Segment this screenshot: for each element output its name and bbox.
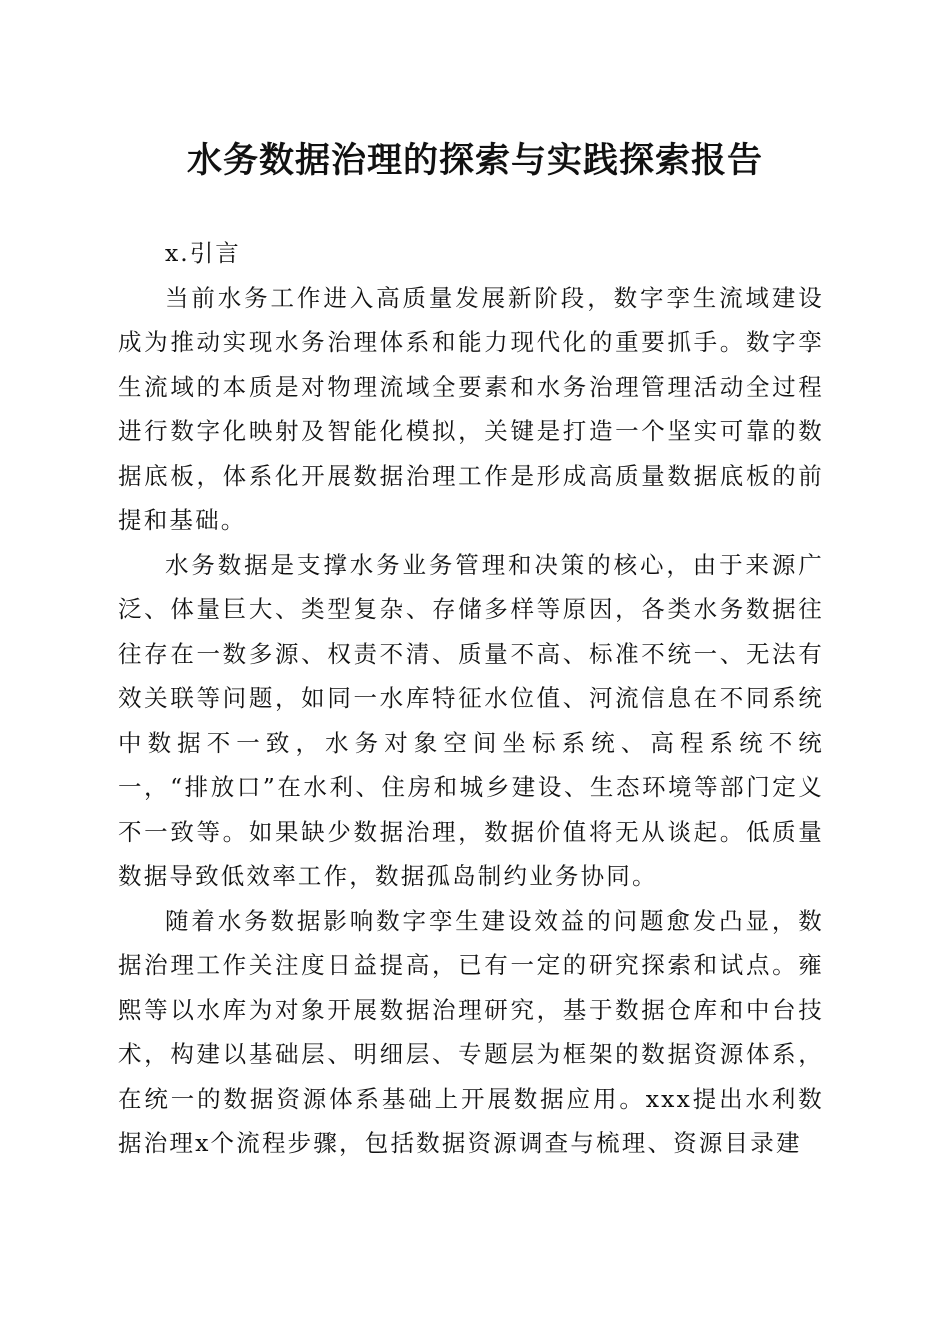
paragraph-2: 水务数据是支撑水务业务管理和决策的核心，由于来源广泛、体量巨大、类型复杂、存储多样等原因，各类水务数据往往存在一数多源、权责不清、质量不高、标准不统一、无法有效关联等问题，如同一水库特征水位值、河流信息在不同系统中数据不一致，水务对象空间坐标系统、高程系统不统一，“排放口”在水利、住房和城乡建设、生态环境等部门定义不一致等。如果缺少数据治理，数据价值将无从谈起。低质量数据导致低效率工作，数据孤岛制约业务协同。 [118,550,824,890]
document-body [118,231,824,1166]
paragraph-3: 随着水务数据影响数字孪生建设效益的问题愈发凸显，数据治理工作关注度日益提高，已有一定的研究探索和试点。雍熙等以水库为对象开展数据治理研究，基于数据仓库和中台技术，构建以基础层、明细层、专题层为框架的数据资源体系，在统一的数据资源体系基础上开展数据应用。xxx提出水利数据治理x个流程步骤，包括数据资源调查与梳理、资源目录建 [118,906,824,1157]
paragraph-1: 当前水务工作进入高质量发展新阶段，数字孪生流域建设成为推动实现水务治理体系和能力现代化的重要抓手。数字孪生流域的本质是对物理流域全要素和水务治理管理活动全过程进行数字化映射及智能化模拟，关键是打造一个坚实可靠的数据底板，体系化开展数据治理工作是形成高质量数据底板的前提和基础。 [118,283,824,534]
section-heading-introduction: x.引言 [165,239,241,267]
document-title: 水务数据治理的探索与实践探索报告 [186,140,763,181]
